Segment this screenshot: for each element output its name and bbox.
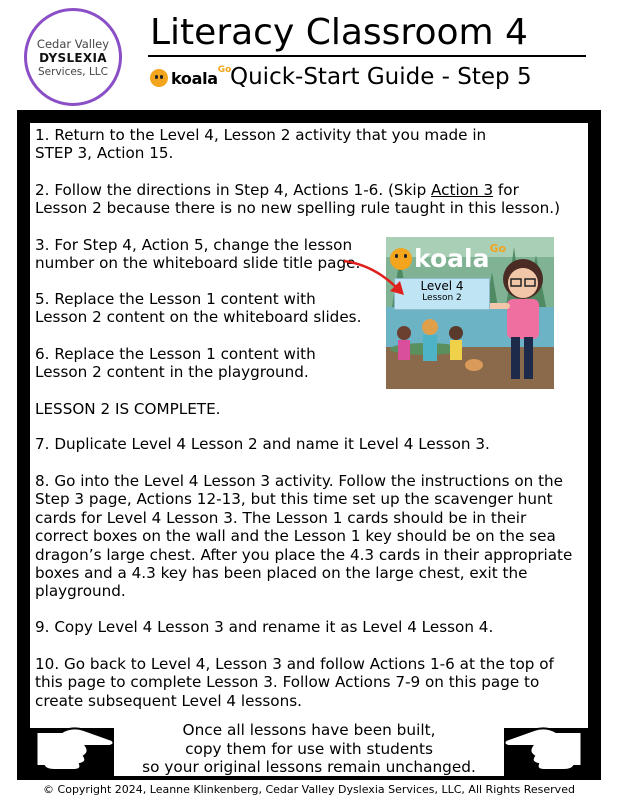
koala-face-icon — [150, 69, 168, 87]
step-1-line-1: 1. Return to the Level 4, Lesson 2 activity that you made in — [35, 126, 487, 144]
logo-line-1: Cedar Valley — [36, 37, 110, 51]
step-3 — [35, 236, 360, 273]
step-5-line-1: 5. Replace the Lesson 1 content with — [35, 290, 316, 308]
step-9: 9. Copy Level 4 Lesson 3 and rename it as Level 4 Lesson 4. — [35, 618, 494, 636]
screenshot-koala-sup: Go — [489, 242, 507, 255]
title-underline — [148, 55, 586, 57]
step-8-line-7: playground. — [35, 582, 126, 601]
banner-line-2: copy them for use with students — [185, 739, 433, 758]
step-6-line-2: Lesson 2 content in the playground. — [35, 363, 309, 382]
step-10-line-1: 10. Go back to Level 4, Lesson 3 and follow Actions 1-6 at the top of — [35, 655, 554, 673]
step-3-line-2: number on the whiteboard slide title page. — [35, 254, 361, 273]
logo-line-3: Services, LLC — [38, 66, 108, 78]
pointing-hand-right-icon — [32, 722, 116, 774]
banner-line-1: Once all lessons have been built, — [182, 721, 436, 739]
step-1 — [35, 126, 486, 163]
step-5 — [35, 290, 361, 327]
red-arrow-icon — [340, 255, 410, 299]
screenshot-koala-text: koala — [414, 244, 490, 273]
step-2 — [35, 181, 560, 218]
pointing-hand-left-icon — [502, 722, 586, 774]
page-subtitle: Quick-Start Guide - Step 5 — [230, 64, 532, 90]
copyright-footer: © Copyright 2024, Leanne Klinkenberg, Cedar Valley Dyslexia Services, LLC, All Rights Reserved — [43, 783, 575, 796]
step-8-line-6: boxes and a 4.3 key has been placed on the large chest, exit the — [35, 564, 528, 583]
step-8-line-4: correct boxes on the wall and the Lesson 1 key should be on the sea — [35, 527, 556, 546]
company-logo — [24, 8, 122, 106]
step-8-line-2: Step 3 page, Actions 12-13, but this time set up the scavenger hunt — [35, 490, 553, 509]
koala-brand-text: koala — [171, 68, 218, 88]
step-1-line-2: STEP 3, Action 15. — [35, 144, 174, 163]
step-10-line-2: this page to complete Lesson 3. Follow Actions 7-9 on this page to — [35, 673, 540, 692]
banner-line-3: so your original lessons remain unchanged. — [142, 758, 476, 776]
step-6-line-1: 6. Replace the Lesson 1 content with — [35, 345, 316, 363]
step-6 — [35, 345, 316, 382]
step-2-line-1 — [35, 181, 560, 199]
step-8-line-1: 8. Go into the Level 4 Lesson 3 activity. Follow the instructions on the — [35, 472, 564, 490]
step-7: 7. Duplicate Level 4 Lesson 2 and name it Level 4 Lesson 3. — [35, 435, 490, 453]
step-8 — [35, 472, 572, 601]
banner-message — [114, 718, 504, 776]
step-5-line-2: Lesson 2 content on the whiteboard slides. — [35, 308, 362, 327]
step-2-text-end: for — [493, 181, 519, 199]
whiteboard-subtitle: Lesson 2 — [422, 293, 462, 303]
step-10 — [35, 655, 554, 710]
step-8-line-3: cards for Level 4 Lesson 3. The Lesson 1 cards should be in their — [35, 508, 527, 527]
whiteboard-title: Level 4 — [420, 279, 464, 293]
koala-brand-logo — [150, 66, 231, 90]
koala-brand-sup: Go — [217, 65, 232, 75]
step-2-text: 2. Follow the directions in Step 4, Actions 1-6. (Skip — [35, 181, 432, 199]
lesson-complete-notice: LESSON 2 IS COMPLETE. — [35, 400, 221, 418]
logo-line-2: DYSLEXIA — [39, 51, 107, 65]
step-3-line-1: 3. For Step 4, Action 5, change the lesson — [35, 236, 353, 254]
action-3-link[interactable]: Action 3 — [431, 181, 494, 199]
step-8-line-5: dragon’s large chest. After you place the 4.3 cards in their appropriate — [35, 545, 573, 564]
page-title: Literacy Classroom 4 — [150, 12, 528, 53]
step-10-line-3: create subsequent Level 4 lessons. — [35, 691, 302, 710]
step-2-line-2: Lesson 2 because there is no new spelling rule taught in this lesson.) — [35, 199, 560, 218]
